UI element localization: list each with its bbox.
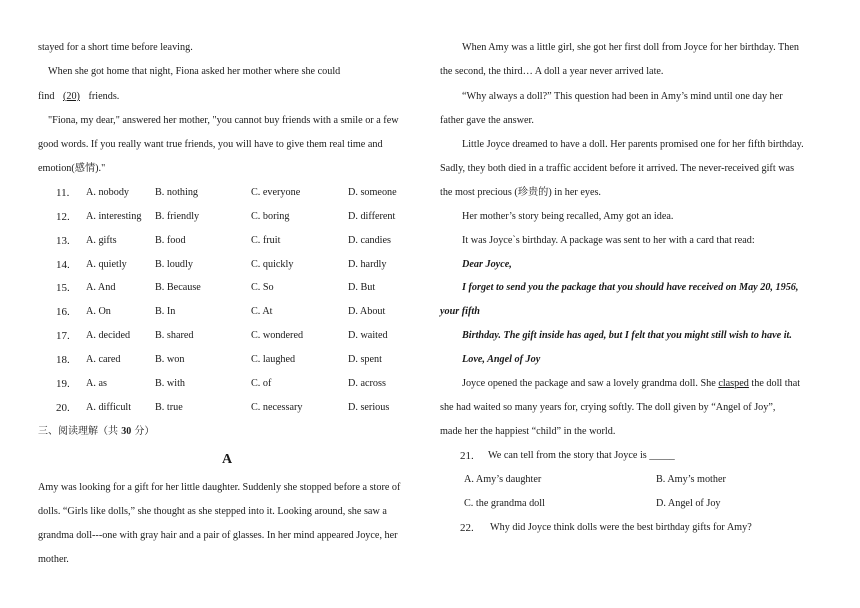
option-a: A. nobody bbox=[86, 187, 130, 198]
option-d: D. candies bbox=[348, 235, 391, 246]
option-c: C. laughed bbox=[251, 354, 296, 365]
question-number: 21. bbox=[460, 450, 474, 462]
card-line: I forget to send you the package that you should have received on May 20, 1956, bbox=[462, 282, 799, 293]
card-greeting: Dear Joyce, bbox=[462, 259, 512, 270]
option-a: A. Amy’s daughter bbox=[464, 474, 542, 485]
question-number: 13. bbox=[56, 235, 70, 247]
question-number: 22. bbox=[460, 522, 474, 534]
option-c: C. wondered bbox=[251, 330, 304, 341]
option-a: A. On bbox=[86, 306, 111, 317]
question-number: 14. bbox=[56, 259, 70, 271]
section-letter: A bbox=[222, 452, 233, 467]
underlined-word: clasped bbox=[718, 378, 749, 389]
passage-line bbox=[462, 377, 800, 391]
passage-line: good words. If you really want true friends, you will have to give them real time and bbox=[38, 139, 383, 150]
question-number: 16. bbox=[56, 306, 70, 318]
option-d: D. serious bbox=[348, 402, 390, 413]
passage-line: It was Joyce`s birthday. A package was sent to her with a card that read: bbox=[462, 235, 755, 246]
passage-line-find bbox=[38, 90, 119, 104]
option-d: D. hardly bbox=[348, 259, 387, 270]
option-d: D. About bbox=[348, 306, 386, 317]
passage-line: Little Joyce dreamed to have a doll. Her parents promised one for her fifth birthday. bbox=[462, 139, 804, 150]
passage-line: made her the happiest “child” in the world. bbox=[440, 426, 616, 437]
passage-line: father gave the answer. bbox=[440, 115, 534, 126]
card-line: your fifth bbox=[440, 306, 480, 317]
question-number: 15. bbox=[56, 282, 70, 294]
section-heading-points: 30 bbox=[121, 426, 132, 437]
option-b: B. shared bbox=[155, 330, 194, 341]
passage-line: dolls. “Girls like dolls,” she thought as she stepped into it. Looking around, she saw a bbox=[38, 506, 387, 517]
blank-20: (20) bbox=[62, 91, 80, 102]
passage-line: she had waited so many years for, crying softly. The doll given by “Angel of Joy”, bbox=[440, 402, 776, 413]
question-text: Why did Joyce think dolls were the best birthday gifts for Amy? bbox=[490, 522, 752, 533]
option-d: D. waited bbox=[348, 330, 388, 341]
passage-line: Her mother’s story being recalled, Amy got an idea. bbox=[462, 211, 674, 222]
question-number: 11. bbox=[56, 187, 70, 199]
option-a: A. interesting bbox=[86, 211, 142, 222]
passage-line: "Fiona, my dear," answered her mother, "you cannot buy friends with a smile or a few bbox=[48, 115, 399, 126]
passage-line: the most precious (珍贵的) in her eyes. bbox=[440, 187, 601, 198]
option-a: A. decided bbox=[86, 330, 131, 341]
option-b: B. Amy’s mother bbox=[656, 474, 726, 485]
option-c: C. So bbox=[251, 282, 274, 293]
section-heading-end: 分） bbox=[134, 426, 155, 437]
passage-line: “Why always a doll?” This question had been in Amy’s mind until one day her bbox=[462, 91, 783, 102]
option-d: D. Angel of Joy bbox=[656, 498, 721, 509]
option-d: D. across bbox=[348, 378, 386, 389]
option-c: C. the grandma doll bbox=[464, 498, 545, 509]
option-b: B. with bbox=[155, 378, 186, 389]
option-b: B. won bbox=[155, 354, 185, 365]
option-c: C. fruit bbox=[251, 235, 281, 246]
option-b: B. true bbox=[155, 402, 183, 413]
option-b: B. Because bbox=[155, 282, 201, 293]
find-prefix: find bbox=[38, 91, 55, 102]
option-b: B. loudly bbox=[155, 259, 193, 270]
passage-line: the second, the third… A doll a year never arrived late. bbox=[440, 66, 664, 77]
option-d: D. different bbox=[348, 211, 396, 222]
option-c: C. necessary bbox=[251, 402, 303, 413]
option-a: A. gifts bbox=[86, 235, 117, 246]
option-c: C. everyone bbox=[251, 187, 301, 198]
option-b: B. food bbox=[155, 235, 186, 246]
option-c: C. boring bbox=[251, 211, 290, 222]
option-d: D. someone bbox=[348, 187, 397, 198]
question-number: 19. bbox=[56, 378, 70, 390]
option-c: C. quickly bbox=[251, 259, 294, 270]
section-heading bbox=[38, 425, 154, 439]
passage-line: When Amy was a little girl, she got her first doll from Joyce for her birthday. Then bbox=[462, 42, 799, 53]
passage-line: grandma doll---one with gray hair and a pair of glasses. In her mind appeared Joyce, her bbox=[38, 530, 398, 541]
option-d: D. But bbox=[348, 282, 376, 293]
question-number: 20. bbox=[56, 402, 70, 414]
text-segment: the doll that bbox=[751, 378, 801, 389]
passage-line: Sadly, they both died in a traffic accident before it arrived. The never-received gift was bbox=[440, 163, 795, 174]
question-number: 12. bbox=[56, 211, 70, 223]
section-heading-text: 三、阅读理解（共 bbox=[38, 426, 118, 437]
option-c: C. At bbox=[251, 306, 273, 317]
option-a: A. as bbox=[86, 378, 107, 389]
question-number: 17. bbox=[56, 330, 70, 342]
passage-line: emotion(感情)." bbox=[38, 163, 106, 174]
card-line: Birthday. The gift inside has aged, but I felt that you might still wish to have it. bbox=[462, 330, 792, 341]
passage-line: mother. bbox=[38, 554, 69, 565]
option-a: A. And bbox=[86, 282, 116, 293]
card-signature: Love, Angel of Joy bbox=[462, 354, 541, 365]
passage-line: Amy was looking for a gift for her little daughter. Suddenly she stopped before a store of bbox=[38, 482, 401, 493]
option-a: A. cared bbox=[86, 354, 121, 365]
find-suffix: friends. bbox=[88, 91, 120, 102]
option-b: B. friendly bbox=[155, 211, 200, 222]
passage-line: stayed for a short time before leaving. bbox=[38, 42, 193, 53]
text-segment: Joyce opened the package and saw a lovely grandma doll. She bbox=[462, 378, 716, 389]
question-text: We can tell from the story that Joyce is _____ bbox=[488, 450, 675, 461]
option-d: D. spent bbox=[348, 354, 382, 365]
option-b: B. In bbox=[155, 306, 176, 317]
option-c: C. of bbox=[251, 378, 272, 389]
passage-line: When she got home that night, Fiona asked her mother where she could bbox=[48, 66, 341, 77]
option-a: A. difficult bbox=[86, 402, 132, 413]
option-b: B. nothing bbox=[155, 187, 199, 198]
question-number: 18. bbox=[56, 354, 70, 366]
option-a: A. quietly bbox=[86, 259, 127, 270]
